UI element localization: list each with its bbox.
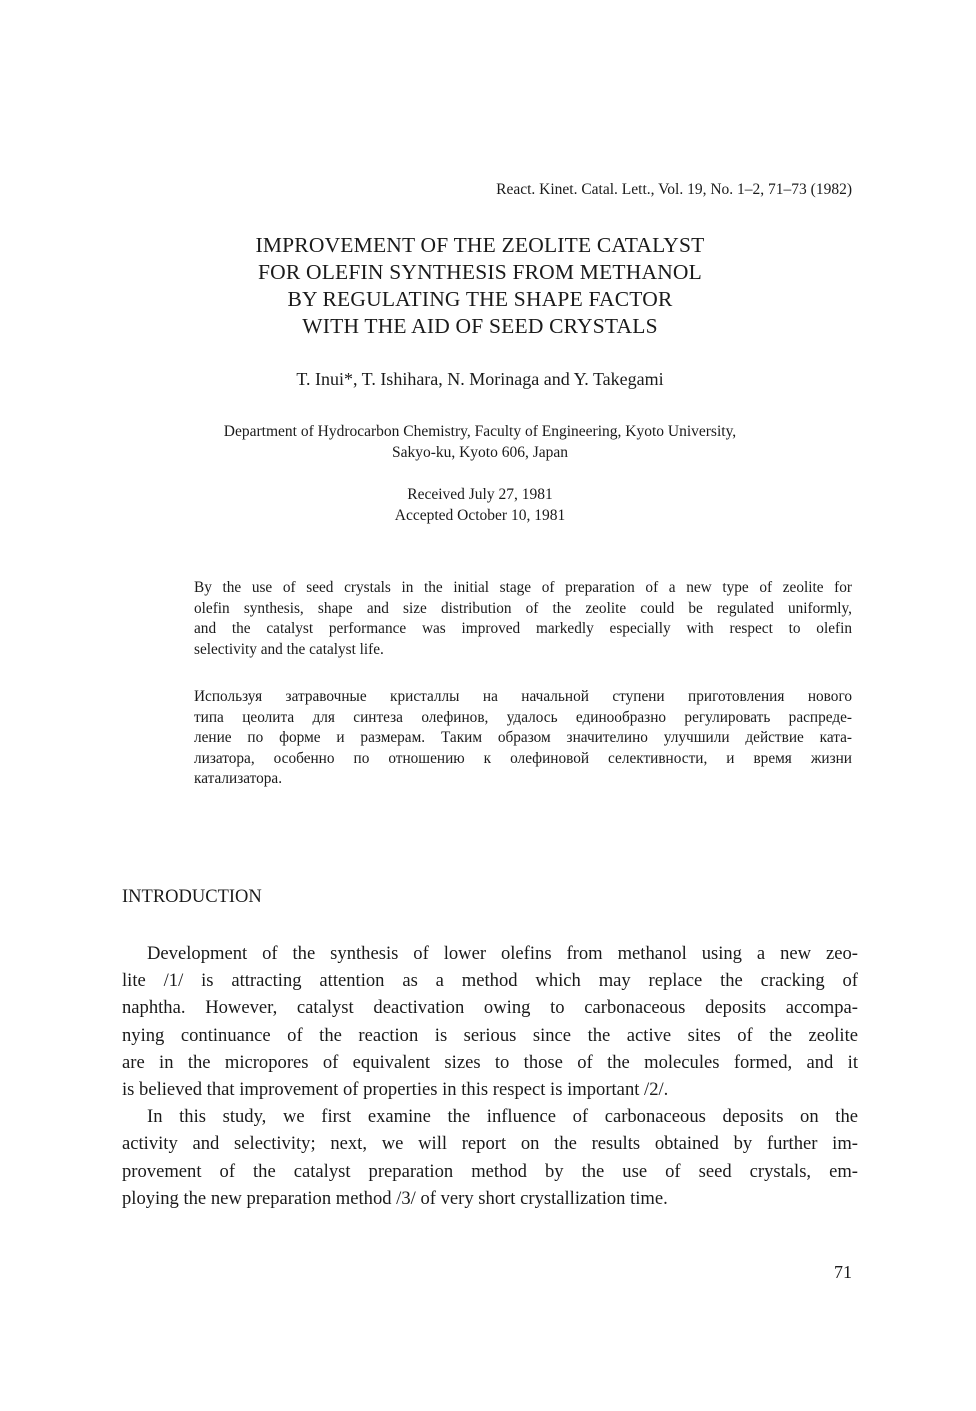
body-line: are in the micropores of equivalent sizes to those of the molecules formed, and it <box>122 1051 858 1073</box>
abstract-english <box>194 578 852 660</box>
title-line: WITH THE AID OF SEED CRYSTALS <box>302 314 658 338</box>
journal-reference: React. Kinet. Catal. Lett., Vol. 19, No. 1–2, 71–73 (1982) <box>496 181 852 198</box>
title-line: FOR OLEFIN SYNTHESIS FROM METHANOL <box>257 260 702 284</box>
abstract-russian <box>194 687 852 790</box>
body-line: ploying the new preparation method /3/ of very short crystallization time. <box>122 1187 668 1209</box>
affiliation-line: Sakyo-ku, Kyoto 606, Japan <box>391 444 569 461</box>
abstract-line: катализатора. <box>194 770 283 787</box>
affiliation <box>120 421 840 463</box>
body-line: naphtha. However, catalyst deactivation owing to carbonaceous deposits accompa- <box>122 997 858 1019</box>
abstract-line: ление по форме и размерам. Таким образом значителино улучшили действие ката- <box>194 729 852 746</box>
received-date: Received July 27, 1981 <box>407 486 553 503</box>
body-line: Development of the synthesis of lower olefins from methanol using a new zeo- <box>147 943 858 964</box>
page-number: 71 <box>834 1262 852 1282</box>
body-line: provement of the catalyst preparation method by the use of seed crystals, em- <box>122 1160 858 1182</box>
accepted-date: Accepted October 10, 1981 <box>394 507 566 524</box>
section-heading: INTRODUCTION <box>122 887 262 907</box>
title-line: BY REGULATING THE SHAPE FACTOR <box>287 287 673 311</box>
paper-title <box>150 232 810 340</box>
abstract-line: типа цеолита для синтеза олефинов, удалось единообразно регулировать распреде- <box>194 708 852 726</box>
abstract-line: Используя затравочные кристаллы на начальной ступени приготовления нового <box>194 688 852 705</box>
title-line: IMPROVEMENT OF THE ZEOLITE CATALYST <box>255 233 705 257</box>
dates <box>280 484 680 526</box>
introduction-body <box>122 940 858 1212</box>
body-line: lite /1/ is attracting attention as a method which may replace the cracking of <box>122 970 858 992</box>
body-line: nying continuance of the reaction is serious since the active sites of the zeolite <box>122 1024 858 1046</box>
body-line: activity and selectivity; next, we will report on the results obtained by further im- <box>122 1133 858 1155</box>
abstract-line: olefin synthesis, shape and size distribution of the zeolite could be regulated uniformly, <box>194 599 852 617</box>
body-line: is believed that improvement of properties in this respect is important /2/. <box>122 1079 669 1101</box>
abstract-line: By the use of seed crystals in the initial stage of preparation of a new type of zeolite for <box>194 579 852 596</box>
abstract-line: and the catalyst performance was improved markedly especially with respect to olefin <box>194 620 852 637</box>
authors: T. Inui*, T. Ishihara, N. Morinaga and Y. Takegami <box>296 369 664 389</box>
affiliation-line: Department of Hydrocarbon Chemistry, Faculty of Engineering, Kyoto University, <box>223 423 737 440</box>
abstract-line: лизатора, особенно по отношению к олефиновой селективности, и время жизни <box>194 749 852 767</box>
abstract-line: selectivity and the catalyst life. <box>194 640 384 658</box>
body-line: In this study, we first examine the influence of carbonaceous deposits on the <box>147 1106 858 1128</box>
